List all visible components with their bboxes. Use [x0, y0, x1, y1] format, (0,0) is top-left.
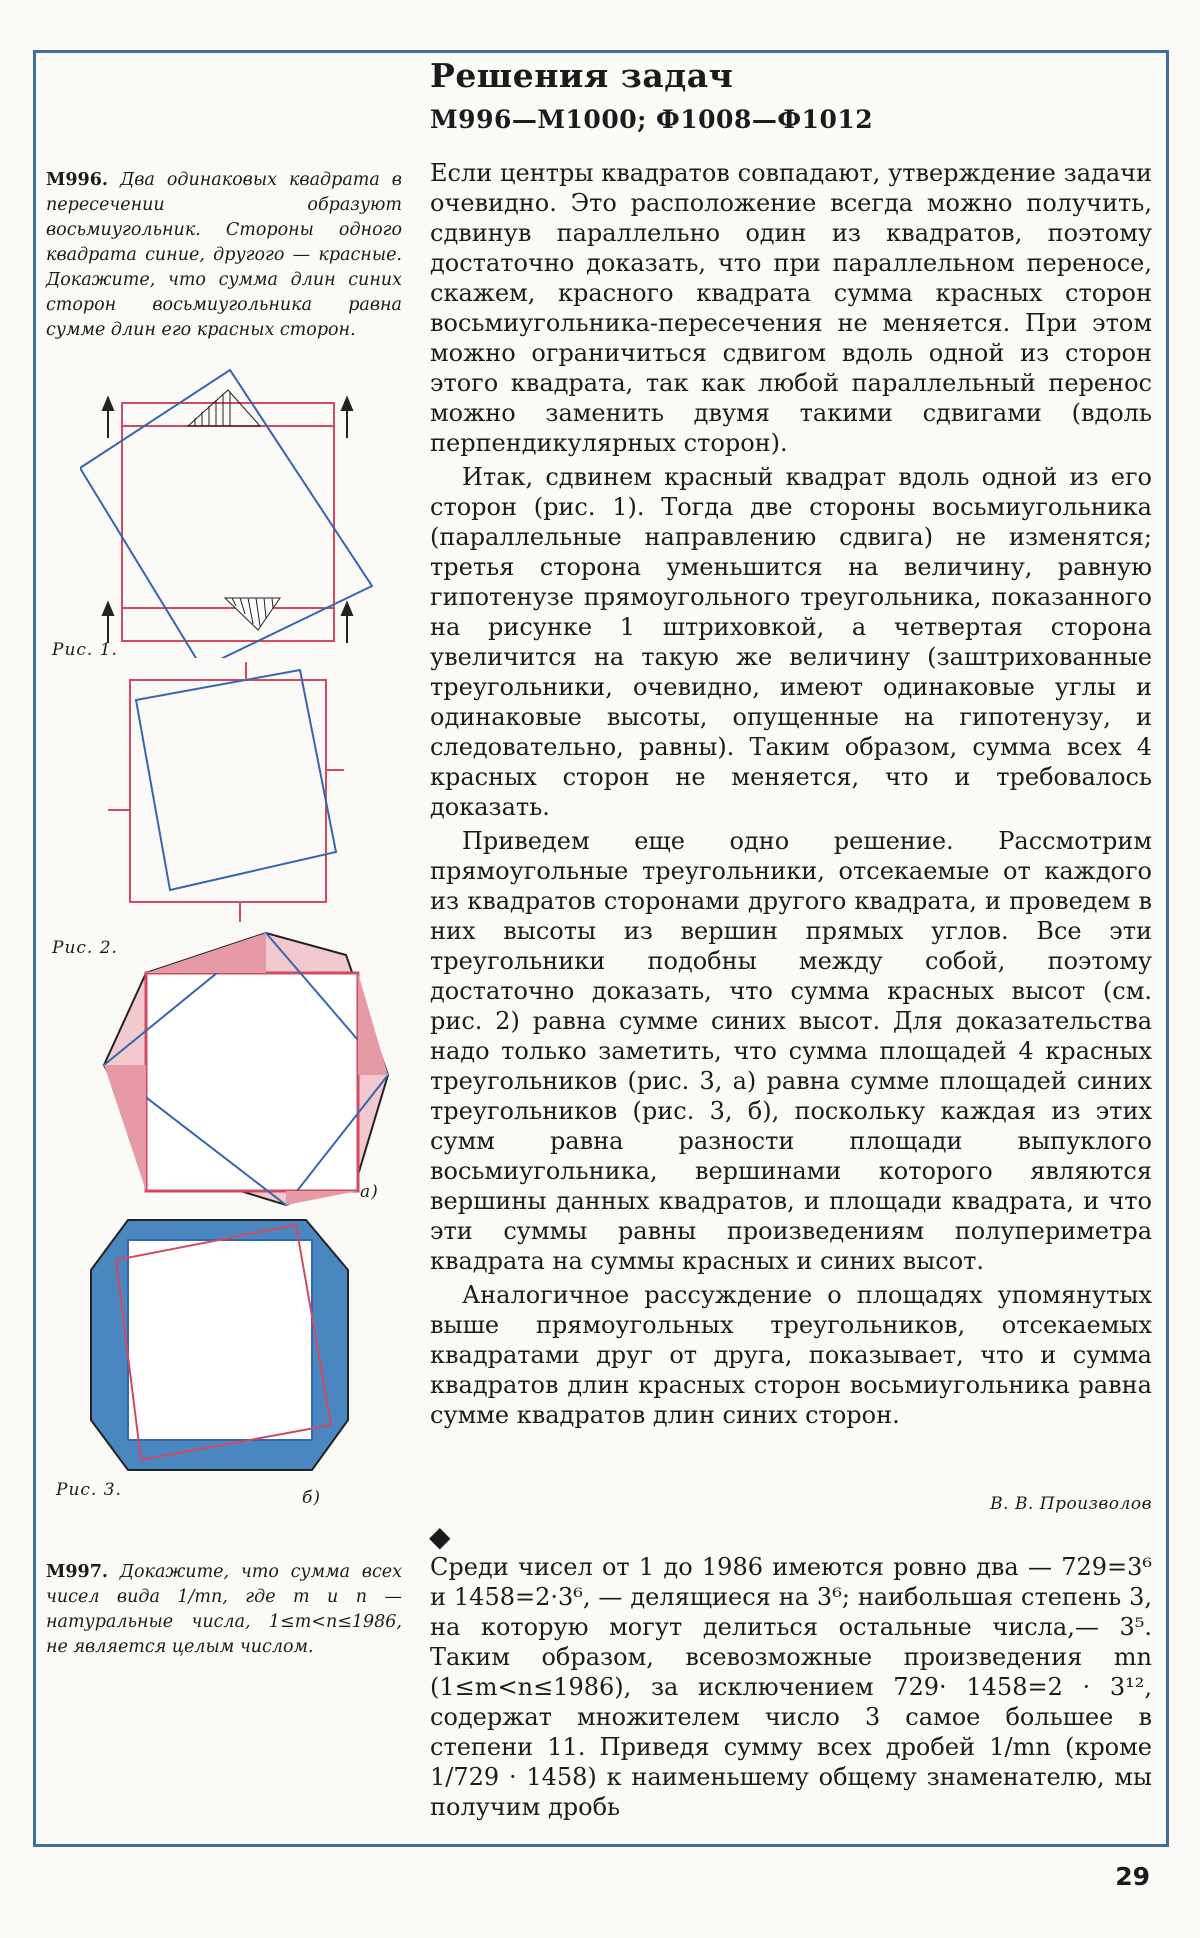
fig1-hatching-top: [188, 390, 260, 426]
figure-3a: [96, 925, 396, 1215]
fig1-hatching-bottom: [225, 598, 280, 630]
fig2-blue-square: [136, 670, 336, 890]
fig3b-caption: б): [302, 1488, 322, 1508]
problem-m997-label: М997.: [46, 1562, 108, 1582]
paragraph-4: Аналогичное рассуждение о площадях упомянутых выше прямоугольных треугольников, отсекаемых квадратами друг от друга, показывает, что и сумма квадратов длин красных сторон восьмиугольника равна сумме квадратов длин синих сторон.: [430, 1281, 1152, 1429]
fig3a-caption: а): [360, 1182, 379, 1202]
author-signature: В. В. Произволов: [990, 1494, 1152, 1514]
paragraph-2: Итак, сдвинем красный квадрат вдоль одной из его сторон (рис. 1). Тогда две стороны восьмиугольника (параллельные направлению сдвига) не изменятся; третья сторона уменьшится на величину, равную гипотенузе прямоугольного треугольника, показанного на рисунке 1 штриховкой, а четвертая сторона увеличится на такую же величину (заштрихованные треугольники, очевидно, имеют одинаковые углы и одинаковые высоты, опущенные на гипотенузу, и следовательно, равны). Таким образом, сумма всех 4 красных сторон не меняется, что и требовалось доказать.: [430, 463, 1152, 821]
figure-2: [90, 660, 350, 930]
fig1-caption: Рис. 1.: [52, 640, 118, 660]
fig1-red-square: [122, 403, 334, 641]
diamond-icon: ◆: [429, 1520, 451, 1553]
page-number: 29: [1115, 1862, 1150, 1891]
section-subtitle: М996—М1000; Ф1008—Ф1012: [430, 105, 874, 134]
figure-1: [80, 368, 380, 658]
problem-m996: [46, 168, 402, 343]
fig3b-blue-square: [128, 1240, 312, 1440]
fig1-blue-square: [80, 370, 372, 658]
fig2-heights: [108, 662, 344, 922]
fig2-red-square: [130, 680, 326, 902]
fig2-caption: Рис. 2.: [52, 938, 118, 958]
problem-m997-text: Докажите, что сумма всех чисел вида 1/mn, где m и n — натуральные числа, 1≤m<n≤1986, не является целым числом.: [46, 1562, 402, 1657]
paragraph-3: Приведем еще одно решение. Рассмотрим прямоугольные треугольники, отсекаемые от каждого из квадратов сторонами другого квадрата, и проведем в них высоты из вершин прямых углов. Все эти треугольники подобны между собой, поэтому достаточно доказать, что сумма красных высот (см. рис. 2) равна сумме синих высот. Для доказательства надо только заметить, что сумма площадей 4 красных треугольников (рис. 3, а) равна сумме площадей синих треугольников (рис. 3, б), поскольку каждая из этих сумм равна разности площади выпуклого восьмиугольника, вершинами которого являются вершины данных квадратов, и площади квадрата, и что эти суммы равны произведениям полупериметра квадрата на суммы красных и синих высот.: [430, 827, 1152, 1275]
figure-3b: [86, 1215, 356, 1480]
problem-m997: [46, 1560, 402, 1660]
paragraph-1: Если центры квадратов совпадают, утверждение задачи очевидно. Это расположение всегда можно получить, сдвинув параллельно один из квадратов, поэтому достаточно доказать, что при параллельном переносе, скажем, красного квадрата сумма красных сторон восьмиугольника-пересечения не меняется. При этом можно ограничиться сдвигом вдоль одной из сторон этого квадрата, так как любой параллельный перенос можно заменить двумя такими сдвигами (вдоль перпендикулярных сторон).: [430, 159, 1152, 457]
solution-m997: [430, 1552, 1152, 1826]
paragraph-5: Среди чисел от 1 до 1986 имеются ровно два — 729=3⁶ и 1458=2·3⁶, — делящиеся на 3⁶; наибольшая степень 3, на которую могут делиться остальные числа,— 3⁵. Таким образом, всевозможные произведения mn (1≤m<n≤1986), за исключением 729· 1458=2 · 3¹², содержат множителем число 3 самое большее в степени 11. Приведя сумму всех дробей 1/mn (кроме 1/729 · 1458) к наименьшему общему знаменателю, мы получим дробь: [430, 1553, 1152, 1821]
problem-m996-text: Два одинаковых квадрата в пересечении образуют восьмиугольник. Стороны одного квадрата синие, другого — красные. Докажите, что сумма длин синих сторон восьмиугольника равна сумме длин его красных сторон.: [46, 170, 402, 340]
fig1-arrows: [103, 398, 352, 643]
section-title: Решения задач: [430, 56, 734, 95]
fig3-caption: Рис. 3.: [56, 1480, 122, 1500]
solution-m996: [430, 158, 1152, 1434]
problem-m996-label: М996.: [46, 170, 108, 190]
